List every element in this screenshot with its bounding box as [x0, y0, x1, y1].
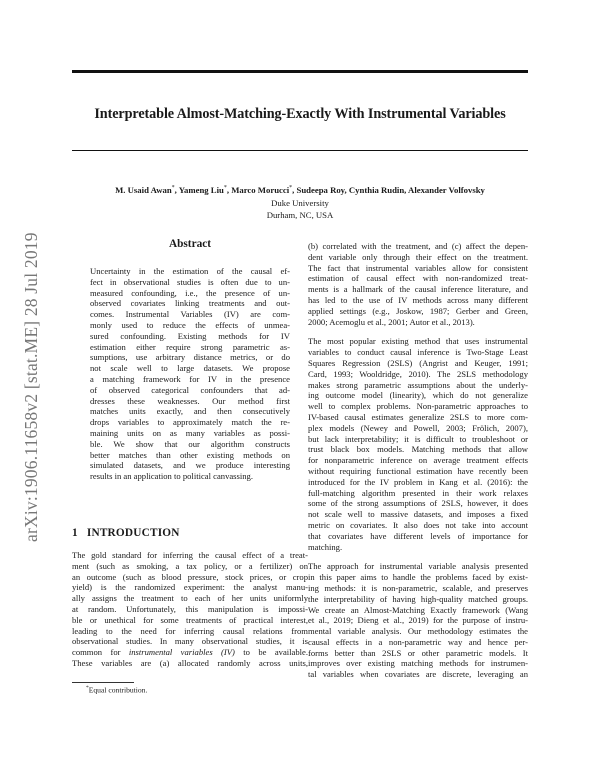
text-line: These variables are (a) allocated randomly across units, [72, 657, 308, 668]
section-number: 1 [72, 527, 78, 539]
text-line: full-matching algorithm presented in their work relaxes [308, 487, 528, 498]
equal-contribution-mark: * [171, 185, 175, 192]
text-line: dent variable only through their effect on the treatment. [308, 251, 528, 262]
text-line: simulated datasets, and we produce interesting [90, 460, 290, 471]
section-heading-introduction [72, 527, 308, 539]
text-line: estimation either require strong parametric as- [90, 341, 290, 352]
text-line: tal variables when covariates are discrete, leveraging an [308, 669, 528, 680]
text-line: fect in observational studies is often due to un- [90, 276, 290, 287]
author-name: M. Usaid Awan [115, 185, 172, 195]
text-line: an outcome (such as blood pressure, stock prices, or crop [72, 571, 308, 582]
title-rule-top [72, 70, 528, 73]
text-line: The most popular existing method that uses instrumental [308, 336, 528, 347]
text-line: ment (such as smoking, a tax policy, or a fertilizer) on [72, 560, 308, 571]
text-line: without requiring functional estimation have recently been [308, 465, 528, 476]
text-line: in this paper aims to handle the problems faced by exist- [308, 572, 528, 583]
paper-title: Interpretable Almost-Matching-Exactly With Instrumental Variables [94, 106, 506, 122]
text-line: observational studies. In many observational studies, it is [72, 636, 308, 647]
section-title: INTRODUCTION [86, 527, 180, 539]
equal-contribution-mark: * [289, 185, 293, 192]
text-line: improves over existing matching methods for instrumen- [308, 658, 528, 669]
abstract-body [90, 266, 290, 482]
author-separator: , [174, 185, 179, 195]
author-name: Sudeepa Roy, Cynthia Rudin, Alexander Volfovsky [296, 185, 485, 195]
text-line: estimation of causal effect with non-randomized treat- [308, 273, 528, 284]
text-line: that covariates have different levels of importance for [308, 530, 528, 541]
text-line: mental variable analysis. Our methodology estimates the [308, 626, 528, 637]
right-column [308, 241, 528, 680]
location: Durham, NC, USA [266, 210, 334, 220]
text-line: We create an Almost-Matching Exactly framework (Wang [308, 604, 528, 615]
text-line: ing outcome model (linearity), which do not generalize [308, 390, 528, 401]
text-line: dresses these weaknesses. Our method first [90, 395, 290, 406]
author-separator: , [226, 185, 232, 195]
text-line: (b) correlated with the treatment, and (c) affect the depen- [308, 241, 528, 251]
text-line: observed covariates linking treatments and out- [90, 298, 290, 309]
text-line: sured confounding. Existing methods for IV [90, 330, 290, 341]
abstract-heading: Abstract [168, 238, 212, 250]
text-line: yield) is the randomized experiment: the analyst manu- [72, 582, 308, 593]
text-line: ble. We show that our algorithm constructs [90, 438, 290, 449]
text-line-with-emphasis [72, 647, 308, 658]
emphasized-term: instrumental variables (IV) [128, 647, 235, 658]
equal-contribution-mark: * [223, 185, 227, 192]
text-line: ble or unethical for some treatments of practical interest, [72, 614, 308, 625]
text-line: has led to the use of IV methods across many different [308, 294, 528, 305]
introduction-body [72, 550, 308, 669]
text-line: variables to conduct causal inference is Two-Stage Least [308, 347, 528, 358]
author-name: Yameng Liu [178, 185, 224, 195]
text-line: monly used to reduce the effects of unmea- [90, 319, 290, 330]
author-separator: , [292, 185, 297, 195]
author-list [72, 185, 528, 195]
text-line: drops variables to approximately match the re- [90, 417, 290, 428]
text-line: metric on covariates. It also does not take into account [308, 519, 528, 530]
footnote-mark: * [86, 685, 89, 691]
text-line: matching. [308, 541, 343, 552]
text-line: trust black box models. Matching methods that allow [308, 444, 528, 455]
text-line: The gold standard for inferring the causal effect of a treat- [72, 550, 308, 560]
text-line: sumptions, use arbitrary distance metrics, or do [90, 352, 290, 363]
text-line: forms better than 2SLS or other parametric models. It [308, 647, 528, 658]
text-line: Uncertainty in the estimation of the causal ef- [90, 266, 290, 276]
text-line: 2000; Acemoglu et al., 2001; Autor et al., 2013). [308, 316, 475, 327]
footnote-rule [72, 682, 134, 683]
text-line: leading to the need for inferring causal relations from [72, 625, 308, 636]
text-line: ing methods: it is non-parametric, scalable, and preserves [308, 582, 528, 593]
text-line: matches units exactly, and then consecutively [90, 406, 290, 417]
text-line: IV-based causal estimates generalize 2SLS to more com- [308, 411, 528, 422]
text-line: ally assigns the treatment to each of her units uniformly [72, 593, 308, 604]
text-line: the interpretability of having high-quality matched groups. [308, 593, 528, 604]
footnote [86, 685, 147, 695]
text-line: measured confounding, i.e., the presence of un- [90, 287, 290, 298]
text-line: of observed categorical confounders that ad- [90, 384, 290, 395]
text-line: Squares Regression (2SLS) (Angrist and Keuger, 1991; [308, 357, 528, 368]
text-line: results in an application to political canvassing. [90, 471, 254, 482]
text-line: causal effects in a non-parametric way and hence per- [308, 636, 528, 647]
text-line: makes strong parametric assumptions about the underly- [308, 379, 528, 390]
text-line: well to complex problems. Non-parametric approaches to [308, 401, 528, 412]
text-line: not scale well to massive datasets, and imposes a fixed [308, 509, 528, 520]
text-line: maining units on as many variables as possi- [90, 427, 290, 438]
text-line: for nonparametric inference on average treatment effects [308, 455, 528, 466]
footnote-text: Equal contribution. [88, 685, 148, 695]
text-line: comes. Instrumental Variables (IV) are com- [90, 309, 290, 320]
line-suffix: to be available. [234, 647, 308, 658]
text-line: better matches than other existing methods on [90, 449, 290, 460]
paragraph-gap [308, 327, 528, 336]
text-line: applied settings (e.g., Joskow, 1987; Gerber and Green, [308, 305, 528, 316]
text-line: Card, 1993; Wooldridge, 2010). The 2SLS methodology [308, 368, 528, 379]
text-line: but lack interpretability; it is difficult to troubleshoot or [308, 433, 528, 444]
text-line: a matching framework for IV in the presence [90, 373, 290, 384]
title-rule-bottom [72, 150, 528, 151]
line-prefix: common for [72, 647, 129, 658]
paragraph-gap [308, 552, 528, 561]
affiliation: Duke University [271, 198, 329, 208]
text-line: not scale well to large datasets. We propose [90, 363, 290, 374]
arxiv-identifier: arXiv:1906.11658v2 [stat.ME] 28 Jul 2019 [21, 232, 41, 543]
text-line: some of the strong assumptions of 2SLS, however, it does [308, 498, 528, 509]
text-line: introduced for the IV problem in Kang et al. (2016): the [308, 476, 528, 487]
text-line: et al., 2019; Dieng et al., 2019) for the purpose of instru- [308, 615, 528, 626]
text-line: at random. Unfortunately, this manipulation is impossi- [72, 603, 308, 614]
text-line: The fact that instrumental variables allow for consistent [308, 262, 528, 273]
text-line: plex models (Newey and Powell, 2003; Frölich, 2007), [308, 422, 528, 433]
text-line: ments is a hallmark of the causal inference literature, and [308, 284, 528, 295]
text-line: The approach for instrumental variable analysis presented [308, 561, 528, 572]
author-name: Marco Morucci [231, 185, 290, 195]
